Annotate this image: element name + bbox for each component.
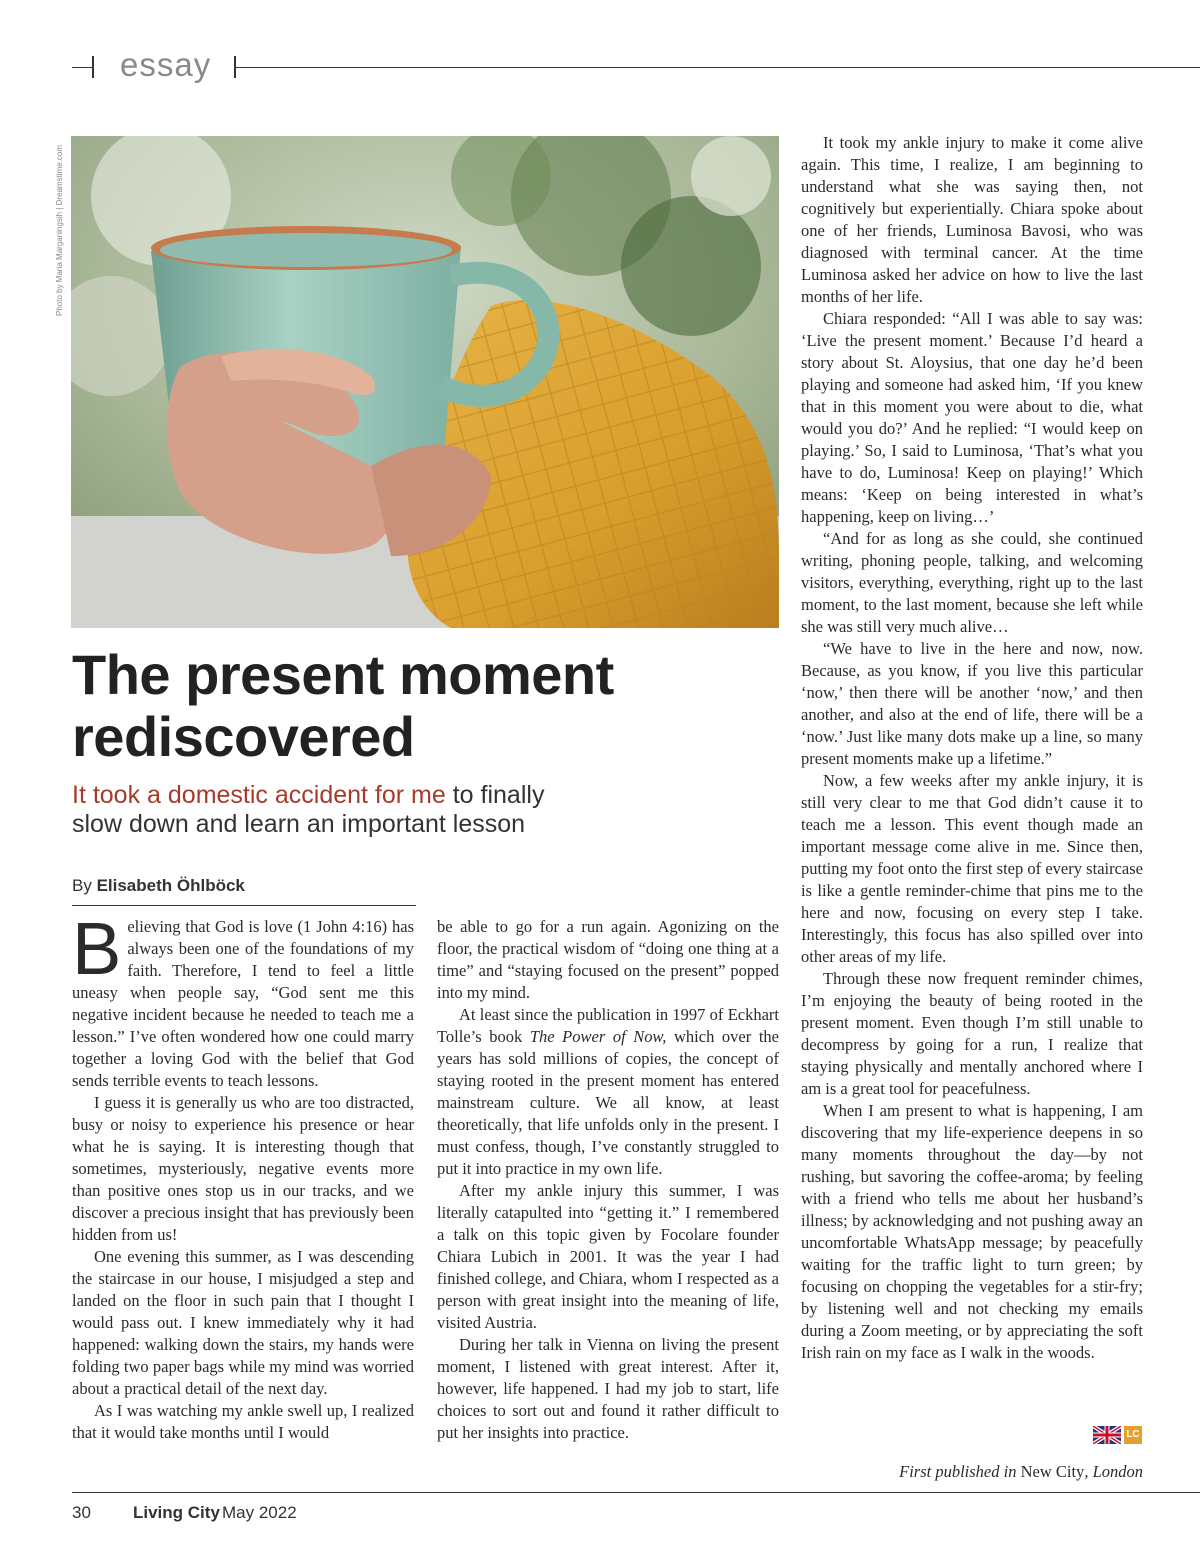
subtitle-rest-2: slow down and learn an important lesson — [72, 810, 526, 838]
first-published-credit — [801, 1462, 1143, 1482]
subtitle-accent: It took a domestic accident for me — [72, 781, 446, 809]
paragraph: Chiara responded: “All I was able to say was: ‘Live the present moment.’ Because I’d heard a story about St. Aloysius, that one day he’d been playing and someone had asked him, ‘If you knew that in this moment you were about to die, what would you do?’ And he replied: “I would keep on playing.’ So, I said to Luminosa, ‘That’s what you have to do, Luminosa! Keep on playing!’ Which means: ‘Keep on being interested in what’s happening, keep on living…’ — [801, 309, 1143, 526]
paragraph: Through these now frequent reminder chimes, I’m enjoying the beauty of being rooted in the present moment. Even though I’m still unable to decompress by going for a run, I realize that staying physically and mentally anchored where I am is a great tool for peacefulness. — [801, 969, 1143, 1098]
title-line-2: rediscovered — [72, 705, 415, 768]
paragraph: It took my ankle injury to make it come alive again. This time, I realize, I am beginning to understand what she was saying then, not cognitively but experientially. Chiara spoke about one of her friends, Luminosa Bavosi, who was diagnosed with terminal cancer. At the time Luminosa asked her advice on how to live the last months of her life. — [801, 133, 1143, 306]
paragraph-text: elieving that God is love (1 John 4:16) has always been one of the foundations of my faith. Therefore, I tend to feel a little uneasy when people say, “God sent me this negative incident because he needed to teach me a lesson.” I’ve often wondered how one could marry together a loving God with the belief that God sends terrible events to teach lessons. — [72, 917, 414, 1090]
paragraph: As I was watching my ankle swell up, I realized that it would take months until I would — [72, 1401, 414, 1442]
paragraph: One evening this summer, as I was descending the staircase in our house, I misjudged a step and landed on the floor in such pain that I thought I would pass out. I knew immediately why it had happened: walking down the stairs, my hands were folding two paper bags while my mind was worried about a practical detail of the next day. — [72, 1247, 414, 1398]
mug-in-hands-illustration — [71, 136, 779, 628]
header-tick-left — [92, 56, 94, 78]
paragraph: When I am present to what is happening, I am discovering that my life-experience deepens in so many moments throughout the day—by not rushing, but savoring the coffee-aroma; by feeling with a friend who tells me about her husband’s illness; by acknowledging and not pushing away an uncomfortable WhatsApp message; by peacefully waiting for the traffic light to turn green; by focusing on chopping the vegetables for a stir-fry; by listening well and not checking my emails during a Zoom meeting, or by appreciating the soft Irish rain on my face as I walk in the woods. — [801, 1101, 1143, 1362]
paragraph: After my ankle injury this summer, I was literally catapulted into “getting it.” I remembered a talk on this topic given by Focolare founder Chiara Lubich in 2001. It was the year I had finished college, and Chiara, whom I respected as a person with great insight into the meaning of life, visited Austria. — [437, 1181, 779, 1332]
drop-cap: B — [72, 907, 122, 990]
end-badge: LC — [1124, 1426, 1142, 1444]
article-photo — [71, 136, 779, 628]
credit-prefix: First published in — [899, 1462, 1021, 1481]
paragraph-text: At least since the publication in 1997 of Eckhart Tolle’s book — [437, 1005, 779, 1046]
paragraph — [437, 1004, 779, 1180]
paragraph-text: which over the years has sold millions of copies, the concept of staying rooted in the present moment has entered mainstream culture. We all know, at least theoretically, that life unfolds only in the present. I must confess, though, I’ve constantly struggled to put it into practice in my own life. — [437, 1027, 779, 1178]
credit-publication: New City — [1020, 1462, 1085, 1481]
author-name: Elisabeth Öhlböck — [96, 876, 245, 895]
magazine-name: Living City — [133, 1503, 220, 1522]
article-column-3 — [801, 132, 1143, 1364]
book-title: The Power of Now, — [529, 1027, 667, 1046]
uk-flag-icon — [1093, 1426, 1121, 1444]
paragraph: “We have to live in the here and now, now. Because, as you know, if you live this particular ‘now,’ then there will be another ‘now,’ and then another, and also at the end of life, there will be a ‘now.’ Just like many dots make up a line, so many present moments make up a lifetime.” — [801, 639, 1143, 768]
paragraph: Now, a few weeks after my ankle injury, it is still very clear to me that God didn’t cause it to teach me a lesson. This event though made an important message come alive in me. Since then, putting my foot onto the first step of every staircase is like a gentle reminder-chime that pins me to the here and now, focusing on every step I take. Interestingly, this focus has also spilled over into other areas of my life. — [801, 771, 1143, 966]
credit-place: , London — [1084, 1462, 1143, 1481]
article-column-1 — [72, 907, 414, 1444]
issue-date: May 2022 — [222, 1503, 297, 1522]
page-number: 30 — [72, 1503, 91, 1522]
section-label: essay — [120, 46, 212, 83]
article-subtitle — [72, 781, 772, 839]
article-title — [72, 644, 772, 768]
paragraph: During her talk in Vienna on living the present moment, I listened with great interest. After it, however, life happened. I had my job to start, life choices to sort out and found it rather difficult to put her insights into practice. — [437, 1335, 779, 1442]
byline-rule — [72, 905, 416, 906]
footer-rule — [72, 1492, 1200, 1493]
paragraph — [72, 907, 414, 1092]
paragraph: “And for as long as she could, she continued writing, phoning people, talking, and welcoming visitors, everything, everything, right up to the last moment, to the last moment, because she left while she was still very much alive… — [801, 529, 1143, 636]
paragraph: I guess it is generally us who are too distracted, busy or noisy to experience his presence or hear what he is saying. It is interesting though that sometimes, mysteriously, negative events more than positive ones stop us in our tracks, and we discover a precious insight that has previously been hidden from us! — [72, 1093, 414, 1244]
article-column-2 — [437, 916, 779, 1444]
header-rule-right — [234, 67, 1200, 68]
header-rule-left — [72, 67, 94, 68]
byline-prefix: By — [72, 876, 97, 895]
paragraph: be able to go for a run again. Agonizing on the floor, the practical wisdom of “doing one thing at a time” and “staying focused on the present” popped into my mind. — [437, 917, 779, 1002]
byline — [72, 876, 416, 896]
title-line-1: The present moment — [72, 643, 614, 706]
subtitle-rest-1: to finally — [445, 781, 545, 809]
photo-credit: Photo by Maria Marganingsih | Dreamstime.com — [55, 144, 64, 316]
